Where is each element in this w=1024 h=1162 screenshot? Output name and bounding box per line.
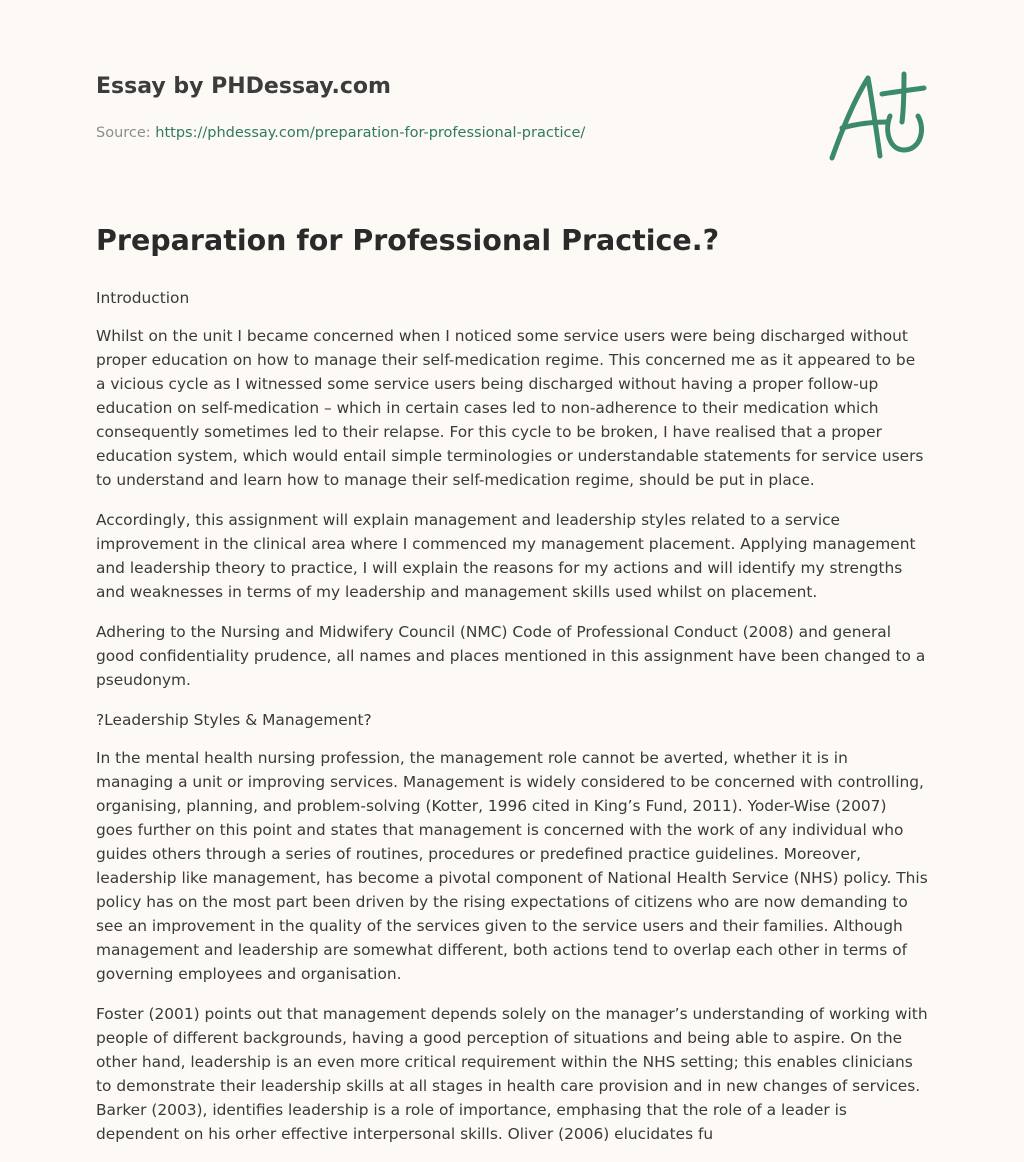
a-plus-logo-icon <box>824 70 928 166</box>
paragraph: Accordingly, this assignment will explain management and leadership styles related to a service improvement in the clinical area where I commenced my management placement. Applying management and leadership theory to practice, I will explain the reasons for my actions and will identify my strengths and weaknesses in terms of my leadership and management skills used whilst on placement. <box>96 511 916 601</box>
paragraph-introduction: Introduction <box>96 289 190 307</box>
paragraph-section-heading: ?Leadership Styles & Management? <box>96 711 372 729</box>
paragraph: Whilst on the unit I became concerned when I noticed some service users were being discharged without proper education on how to manage their self-medication regime. This concerned me as it appeared to be a vicious cycle as I witnessed some service users being discharged without having a proper follow-up education on self-medication – which in certain cases led to non-adherence to their medication which consequently sometimes led to their relapse. For this cycle to be broken, I have realised that a proper education system, which would entail simple terminologies or understandable statements for service users to understand and learn how to manage their self-medication regime, should be put in place. <box>96 327 924 489</box>
paragraph: In the mental health nursing profession, the management role cannot be averted, whether it is in managing a unit or improving services. Management is widely considered to be concerned with controlling, organising, planning, and problem-solving (Kotter, 1996 cited in King’s Fund, 2011). Yoder-Wise (2007) goes further on this point and states that management is concerned with the work of any individual who guides others through a series of routines, procedures or predefined practice guidelines. Moreover, leadership like management, has become a pivotal component of National Health Service (NHS) policy. This policy has on the most part been driven by the rising expectations of citizens who are now demanding to see an improvement in the quality of the services given to the service users and their families. Although management and leadership are somewhat different, both actions tend to overlap each other in terms of governing employees and organisation. <box>96 749 928 983</box>
brand-name: Essay by PHDessay.com <box>96 74 391 99</box>
source-link[interactable]: https://phdessay.com/preparation-for-professional-practice/ <box>155 125 586 141</box>
source-line <box>96 125 585 141</box>
page-header <box>96 74 928 184</box>
source-label: Source: <box>96 125 151 141</box>
essay-body <box>96 286 928 1162</box>
paragraph: Foster (2001) points out that management depends solely on the manager’s understanding of working with people of different backgrounds, having a good perception of situations and being able to aspire. On the other hand, leadership is an even more critical requirement within the NHS setting; this enables clinicians to demonstrate their leadership skills at all stages in health care provision and in new changes of services. Barker (2003), identifies leadership is a role of importance, emphasing that the role of a leader is dependent on his orher effective interpersonal skills. Oliver (2006) elucidates fu <box>96 1005 928 1143</box>
essay-title: Preparation for Professional Practice.? <box>96 224 720 257</box>
paragraph: Adhering to the Nursing and Midwifery Council (NMC) Code of Professional Conduct (2008) and general good confidentiality prudence, all names and places mentioned in this assignment have been changed to a pseudonym. <box>96 623 926 689</box>
